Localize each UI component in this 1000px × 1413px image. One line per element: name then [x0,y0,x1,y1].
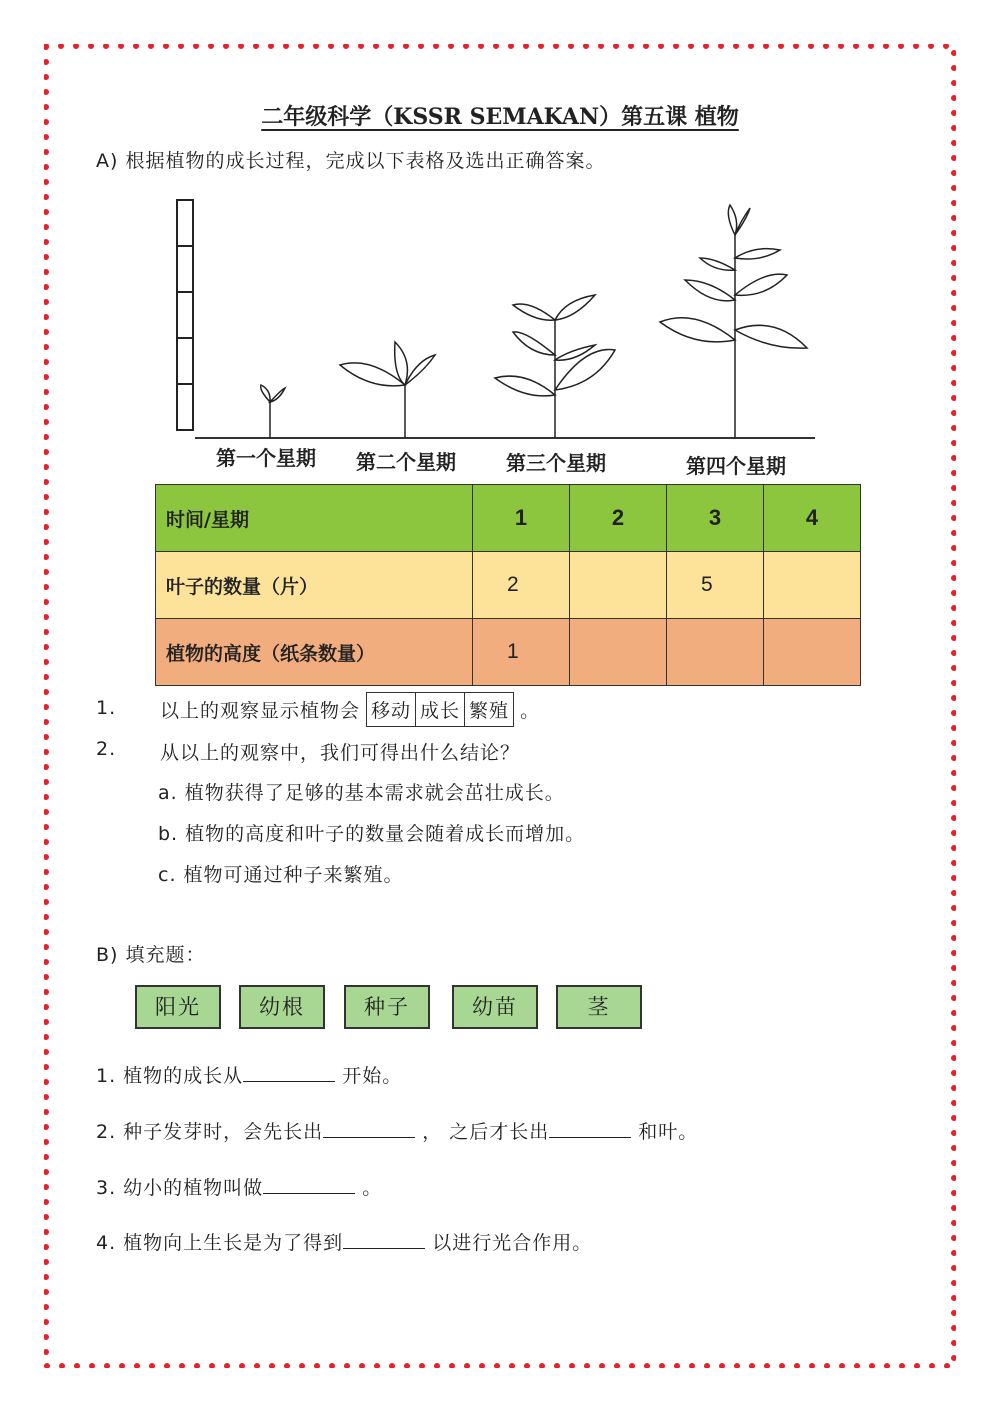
plant-week-2 [340,342,435,438]
word-bank-seed[interactable]: 种子 [344,985,430,1029]
section-b-instruction: B) 填充题： [96,944,206,966]
fill-blank-1[interactable] [243,1063,335,1082]
question-2-option-c[interactable]: c. 植物可通过种子来繁殖。 [158,864,404,886]
table-header-label: 时间/星期 [156,485,473,552]
height-cell-3[interactable] [667,619,764,686]
question-2-text: 从以上的观察中，我们可得出什么结论？ [160,742,521,764]
question-1-end: 。 [520,700,541,722]
plant-week-3 [495,295,615,438]
height-label: 植物的高度（纸条数量） [156,619,473,686]
fill-question-2-end: 和叶。 [631,1121,699,1143]
height-cell-1[interactable]: 1 [473,619,570,686]
leaves-cell-3[interactable]: 5 [667,552,764,619]
fill-blank-4[interactable] [343,1230,425,1249]
word-bank-seedling[interactable]: 幼苗 [452,985,538,1029]
fill-question-4 [96,1228,592,1255]
leaves-cell-4[interactable] [764,552,861,619]
week-cell-2: 2 [570,485,667,552]
fill-question-3 [96,1173,382,1200]
week-label-3: 第三个星期 [506,451,606,475]
fill-question-1 [96,1061,402,1088]
plant-week-4 [660,205,807,438]
word-bank-radicle[interactable]: 幼根 [239,985,325,1029]
week-cell-1: 1 [473,485,570,552]
table-row-height [156,619,861,686]
question-1-choices [366,692,514,727]
word-bank-sunlight[interactable]: 阳光 [135,985,221,1029]
table-row-weeks [156,485,861,552]
question-2-option-b[interactable]: b. 植物的高度和叶子的数量会随着成长而增加。 [158,823,586,845]
fill-question-1-end: 开始。 [335,1065,403,1087]
choice-move[interactable]: 移动 [371,700,412,722]
leaves-label: 叶子的数量（片） [156,552,473,619]
fill-question-2-start: 2. 种子发芽时，会先长出 [96,1121,324,1143]
fill-blank-2b[interactable] [549,1119,631,1138]
fill-question-3-start: 3. 幼小的植物叫做 [96,1177,264,1199]
word-bank-stem[interactable]: 茎 [556,985,642,1029]
section-a-instruction: A) 根据植物的成长过程，完成以下表格及选出正确答案。 [96,150,606,172]
leaves-cell-2[interactable] [570,552,667,619]
question-1-number: 1. [96,697,117,719]
plant-week-1 [261,385,285,438]
page-title: 二年级科学（KSSR SEMAKAN）第五课 植物 [261,104,739,130]
height-cell-2[interactable] [570,619,667,686]
week-cell-4: 4 [764,485,861,552]
fill-question-1-start: 1. 植物的成长从 [96,1065,244,1087]
observation-table [155,484,861,686]
height-paper-strips [177,200,193,430]
fill-question-4-start: 4. 植物向上生长是为了得到 [96,1232,344,1254]
height-cell-4[interactable] [764,619,861,686]
plant-growth-illustration [155,180,845,480]
fill-question-2-mid: ， 之后才长出 [415,1121,550,1143]
question-2-option-a[interactable]: a. 植物获得了足够的基本需求就会茁壮成长。 [158,782,565,804]
fill-blank-3[interactable] [263,1175,355,1194]
question-2-number: 2. [96,738,117,760]
week-cell-3: 3 [667,485,764,552]
week-label-2: 第二个星期 [356,450,456,474]
question-1-text: 以上的观察显示植物会 [160,700,361,722]
week-label-4: 第四个星期 [686,454,786,478]
fill-blank-2a[interactable] [323,1119,415,1138]
table-row-leaves [156,552,861,619]
leaves-cell-1[interactable]: 2 [473,552,570,619]
choice-reproduce[interactable]: 繁殖 [464,693,513,726]
fill-question-2 [96,1117,698,1144]
week-label-1: 第一个星期 [216,446,316,470]
fill-question-4-end: 以进行光合作用。 [425,1232,593,1254]
choice-grow[interactable]: 成长 [415,693,464,726]
fill-question-3-end: 。 [355,1177,383,1199]
question-1 [160,692,540,727]
